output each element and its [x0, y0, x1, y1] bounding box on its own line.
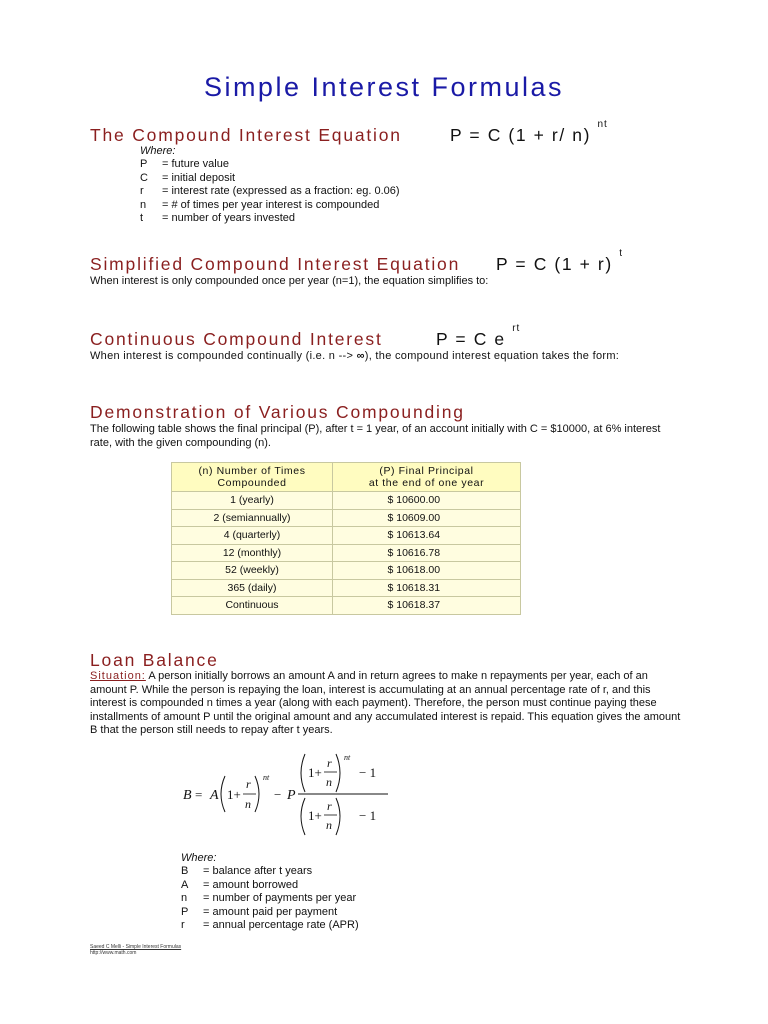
- formula-one-plus-1: 1+: [227, 787, 241, 802]
- loan-balance-formula: [150, 748, 410, 838]
- simplified-equation: [496, 248, 624, 275]
- formula-minus-one-3: − 1: [359, 808, 377, 823]
- formula-exponent-2: nt: [344, 753, 351, 762]
- loan-variable-symbol: n: [181, 892, 188, 904]
- cell-principal-value: $ 10613.64: [387, 529, 441, 542]
- cell-compounding: 12 (monthly): [172, 544, 333, 562]
- table-row: [172, 492, 521, 510]
- loan-variable-row: [181, 919, 359, 933]
- formula-B: B: [183, 788, 192, 803]
- cell-principal-value: $ 10618.37: [387, 599, 441, 612]
- compound-equation-text: P = C (1 + r/ n): [450, 125, 592, 145]
- formula-minus-one-2: − 1: [359, 765, 377, 780]
- compound-variable-desc: = interest rate (expressed as a fraction: eg. 0.06): [162, 185, 400, 197]
- formula-r-2: r: [327, 756, 332, 770]
- cell-principal-value: $ 10616.78: [387, 546, 441, 559]
- loan-heading: Loan Balance: [90, 650, 219, 670]
- infinity-icon: ∞: [356, 350, 365, 362]
- compound-variable-symbol: n: [140, 198, 147, 211]
- formula-A: A: [210, 788, 219, 803]
- simplified-equation-text: P = C (1 + r): [496, 254, 613, 274]
- situation-text: A person initially borrows an amount A and in return agrees to make n repayments per year, each of an amount P. While the person is repaying the loan, interest is accumulating at an annual percentage rate of r, and this interest is compounded n times a year (along with each payment). Therefore, the person must continue paying these installments of amount P until the original amount and any accumulated interest is repaid. This equation gives the amount B that the person still needs to repay after t years.: [90, 670, 681, 736]
- footer: [90, 944, 181, 956]
- continuous-note-before: When interest is compounded continually (i.e. n -->: [90, 350, 354, 362]
- cell-compounding: 1 (yearly): [172, 492, 333, 510]
- formula-minus: −: [274, 787, 282, 802]
- situation-label: Situation:: [90, 670, 146, 682]
- col-p-header-line2: at the end of one year: [368, 477, 485, 489]
- loan-variable-row: [181, 865, 359, 879]
- loan-variable-desc: = annual percentage rate (APR): [203, 919, 359, 931]
- col-p-header-line1: (P) Final Principal: [379, 465, 474, 477]
- cell-compounding: 2 (semiannually): [172, 509, 333, 527]
- table-row: [172, 544, 521, 562]
- col-n-header-line1: (n) Number of Times: [198, 465, 306, 477]
- formula-one-plus-3: 1+: [308, 808, 322, 823]
- formula-equals: =: [195, 787, 203, 802]
- formula-one-plus-2: 1+: [308, 765, 322, 780]
- cell-principal: [333, 579, 521, 597]
- formula-n-2: n: [326, 775, 332, 789]
- cell-principal: [333, 509, 521, 527]
- cell-principal: [333, 562, 521, 580]
- compound-variable-desc: = # of times per year interest is compounded: [162, 198, 380, 211]
- compound-variable-symbol: C: [140, 171, 148, 184]
- loan-variable-symbol: P: [181, 905, 189, 918]
- page-title: Simple Interest Formulas: [203, 72, 565, 102]
- cell-compounding: 4 (quarterly): [172, 527, 333, 545]
- formula-exponent-1: nt: [263, 773, 270, 782]
- compound-heading: The Compound Interest Equation: [90, 125, 402, 145]
- cell-principal-value: $ 10618.31: [387, 581, 441, 594]
- loan-variable-row: [181, 906, 359, 920]
- simplified-heading: Simplified Compound Interest Equation: [90, 254, 461, 274]
- cell-principal: [333, 527, 521, 545]
- formula-P: P: [287, 788, 296, 803]
- cell-compounding: 52 (weekly): [172, 562, 333, 580]
- formula-paren-right-2: [336, 754, 340, 792]
- formula-paren-left-1: [221, 776, 225, 812]
- col-n-header-line2: Compounded: [217, 477, 287, 489]
- formula-r-3: r: [327, 799, 332, 813]
- simplified-note: When interest is only compounded once per year (n=1), the equation simplifies to:: [90, 275, 489, 287]
- footer-line2: http://www.math.com: [90, 950, 137, 956]
- compound-variable-symbol: t: [140, 212, 144, 224]
- formula-n-3: n: [326, 818, 332, 832]
- table-row: [172, 527, 521, 545]
- compound-variable-row: [140, 185, 400, 199]
- demo-intro: The following table shows the final principal (P), after t = 1 year, of an account initially with C = $10000, at 6% interest rate, with the given compounding (n).: [90, 423, 661, 449]
- loan-variable-symbol: B: [181, 865, 189, 877]
- cell-compounding: 365 (daily): [172, 579, 333, 597]
- continuous-note: [90, 350, 619, 364]
- table-header-row: [172, 463, 521, 492]
- col-n-header: [172, 463, 333, 492]
- cell-compounding: Continuous: [172, 597, 333, 615]
- compound-variable-row: [140, 158, 400, 172]
- loan-variable-list: [181, 865, 359, 933]
- table-row: [172, 597, 521, 615]
- loan-variable-row: [181, 892, 359, 906]
- cell-principal-value: $ 10618.00: [387, 564, 441, 577]
- loan-variable-desc: = amount paid per payment: [203, 905, 338, 918]
- loan-variable-symbol: A: [181, 878, 189, 891]
- loan-where-label: Where:: [181, 852, 217, 864]
- cell-principal: [333, 544, 521, 562]
- table-row: [172, 579, 521, 597]
- cell-principal-value: $ 10600.00: [387, 494, 441, 507]
- compound-variable-symbol: r: [140, 185, 144, 197]
- loan-situation: [90, 670, 682, 738]
- compound-variable-row: [140, 199, 400, 213]
- loan-variable-desc: = balance after t years: [203, 865, 313, 877]
- cell-principal-value: $ 10609.00: [387, 511, 441, 524]
- cell-principal: [333, 597, 521, 615]
- compound-variable-desc: = number of years invested: [162, 212, 295, 224]
- loan-variable-desc: = number of payments per year: [203, 892, 357, 904]
- compound-variable-desc: = future value: [162, 158, 229, 170]
- compound-equation: [450, 119, 608, 146]
- compound-variable-desc: = initial deposit: [162, 171, 236, 184]
- compound-variable-symbol: P: [140, 158, 148, 170]
- loan-variable-row: [181, 879, 359, 893]
- simplified-equation-exponent: t: [619, 248, 624, 259]
- continuous-equation: [436, 323, 521, 350]
- loan-variable-symbol: r: [181, 919, 185, 931]
- continuous-equation-text: P = C e: [436, 329, 506, 349]
- formula-paren-left-3: [301, 798, 305, 835]
- col-p-header: [333, 463, 521, 492]
- continuous-equation-exponent: rt: [512, 323, 521, 334]
- compound-equation-exponent: nt: [597, 119, 608, 130]
- compounding-table: [171, 462, 521, 615]
- table-row: [172, 562, 521, 580]
- formula-n-1: n: [245, 797, 251, 811]
- compound-variable-list: [140, 158, 400, 226]
- compound-variable-row: [140, 212, 400, 226]
- compound-where-label: Where:: [140, 145, 176, 157]
- continuous-note-after: ), the compound interest equation takes the form:: [364, 350, 620, 362]
- continuous-heading: Continuous Compound Interest: [90, 329, 383, 349]
- cell-principal: [333, 492, 521, 510]
- footer-line1: Saeed C Melli - Simple Interest Formulas: [90, 944, 182, 950]
- formula-drawing: [150, 748, 410, 838]
- demo-heading: Demonstration of Various Compounding: [90, 402, 465, 422]
- formula-paren-right-3: [336, 798, 340, 835]
- compound-variable-row: [140, 172, 400, 186]
- table-row: [172, 509, 521, 527]
- loan-variable-desc: = amount borrowed: [203, 878, 299, 891]
- formula-paren-left-2: [301, 754, 305, 792]
- formula-r-1: r: [246, 777, 251, 791]
